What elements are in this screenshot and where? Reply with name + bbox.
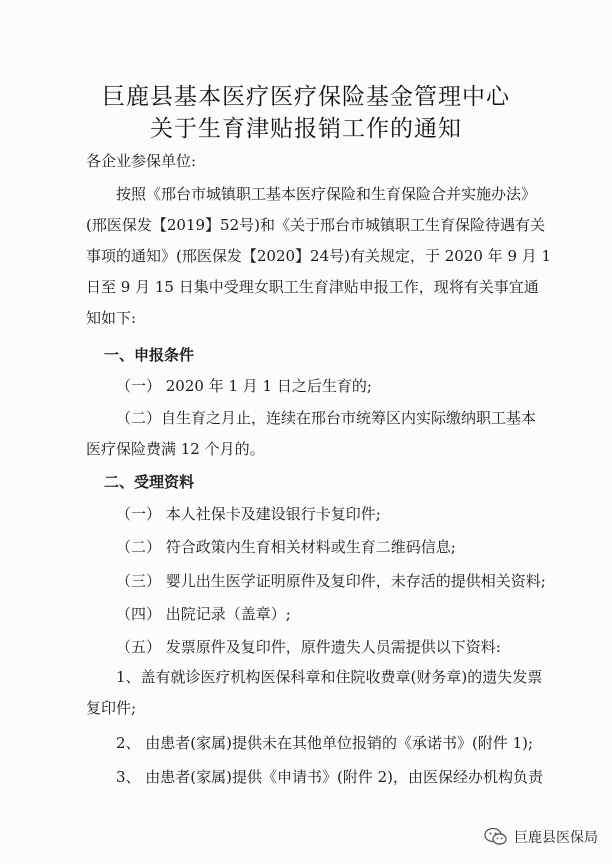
list-item: （一） 2020 年 1 月 1 日之后生育的; — [116, 377, 372, 395]
list-item: 1、盖有就诊医疗机构医保科章和住院收费章(财务章)的遗失发票 — [116, 668, 543, 686]
list-item: 医疗保险费满 12 个月的。 — [86, 440, 265, 458]
list-item: （三） 婴儿出生医学证明原件及复印件，未存活的提供相关资料; — [116, 572, 546, 590]
list-item: 3、 由患者(家属)提供《申请书》(附件 2)，由医保经办机构负责 — [116, 768, 544, 786]
section-heading-1: 一、申报条件 — [104, 346, 195, 364]
list-item: 2、 由患者(家属)提供未在其他单位报销的《承诺书》(附件 1); — [116, 734, 534, 752]
watermark-label: 巨鹿县医保局 — [514, 830, 598, 846]
watermark — [484, 824, 598, 850]
intro-line: 日至 9 月 15 日集中受理女职工生育津贴申报工作，现将有关事宜通 — [86, 278, 539, 296]
salutation: 各企业参保单位: — [86, 152, 197, 170]
list-item: （二） 符合政策内生育相关材料或生育二维码信息; — [116, 538, 456, 556]
list-item: （二）自生育之月止，连续在邢台市统筹区内实际缴纳职工基本 — [116, 409, 537, 427]
intro-line: 按照《邢台市城镇职工基本医疗保险和生育保险合并实施办法》 — [116, 185, 537, 203]
list-item: （一） 本人社保卡及建设银行卡复印件; — [116, 505, 381, 523]
title-line-2: 关于生育津贴报销工作的通知 — [150, 116, 462, 142]
list-item: （四） 出院记录（盖章）; — [116, 605, 291, 623]
list-item: （五） 发票原件及复印件，原件遗失人员需提供以下资料: — [116, 638, 501, 656]
list-item: 复印件; — [86, 699, 137, 717]
title-line-1: 巨鹿县基本医疗医疗保险基金管理中心 — [102, 84, 510, 110]
intro-line: (邢医保发【2019】52号)和《关于邢台市城镇职工生育保险待遇有关 — [86, 216, 545, 234]
wechat-icon — [484, 827, 508, 847]
section-heading-2: 二、受理资料 — [104, 473, 195, 491]
intro-line: 知如下: — [86, 309, 137, 327]
intro-line: 事项的通知》(邢医保发【2020】24号)有关规定，于 2020 年 9 月 1 — [86, 247, 552, 265]
